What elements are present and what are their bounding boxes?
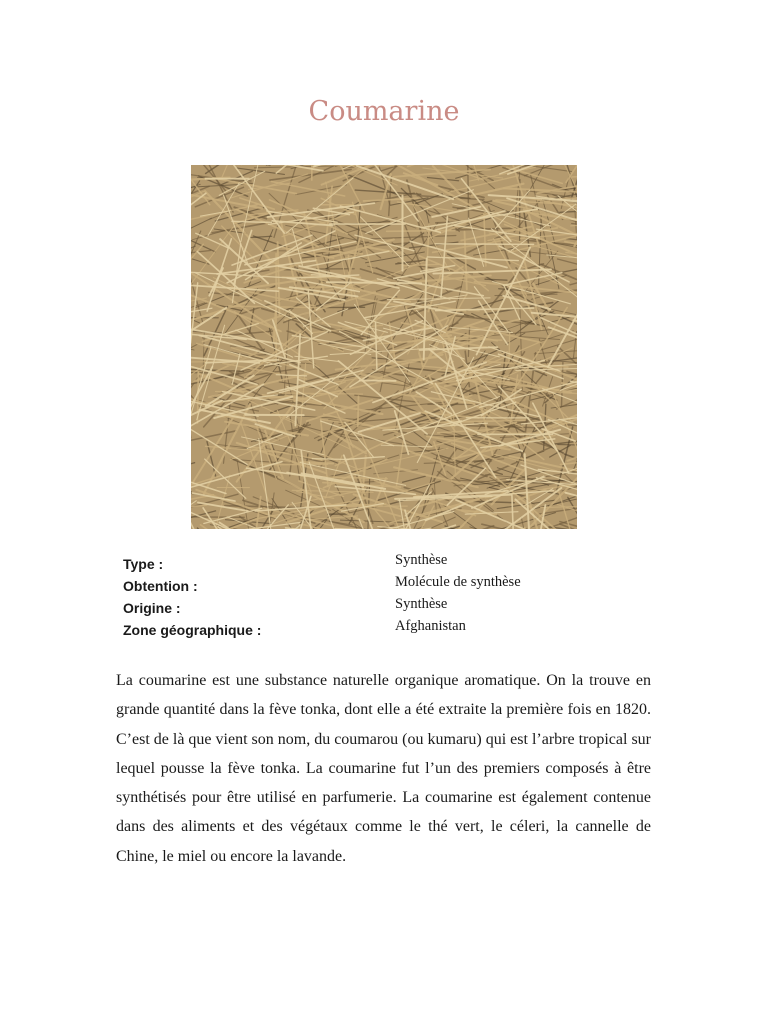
obtention-value: Molécule de synthèse	[395, 574, 521, 590]
type-label: Type :	[123, 556, 164, 572]
type-value: Synthèse	[395, 552, 448, 568]
description-paragraph: La coumarine est une substance naturelle organique aromatique. On la trouve en grande quantité dans la fève tonka, dont elle a été extraite la première fois en 1820. C’est de là que vient son nom, du coumarou (ou kumaru) qui est l’arbre tropical sur lequel pousse la fève tonka. La coumarine fut l’un des premiers composés à être synthétisés pour être utilisé en parfumerie. La coumarine est également contenue dans des aliments et des végétaux comme le thé vert, le céleri, la cannelle de Chine, le miel ou encore la lavande.	[116, 672, 651, 865]
origine-value: Synthèse	[395, 596, 448, 612]
straw-photo	[191, 165, 577, 529]
zone-geographique-label: Zone géographique :	[123, 622, 262, 638]
obtention-label: Obtention :	[123, 578, 198, 594]
straw-texture-image	[191, 165, 577, 529]
origine-label: Origine :	[123, 600, 181, 616]
document-title: Coumarine	[308, 96, 460, 127]
zone-geographique-value: Afghanistan	[395, 618, 466, 634]
properties-table	[0, 553, 768, 648]
